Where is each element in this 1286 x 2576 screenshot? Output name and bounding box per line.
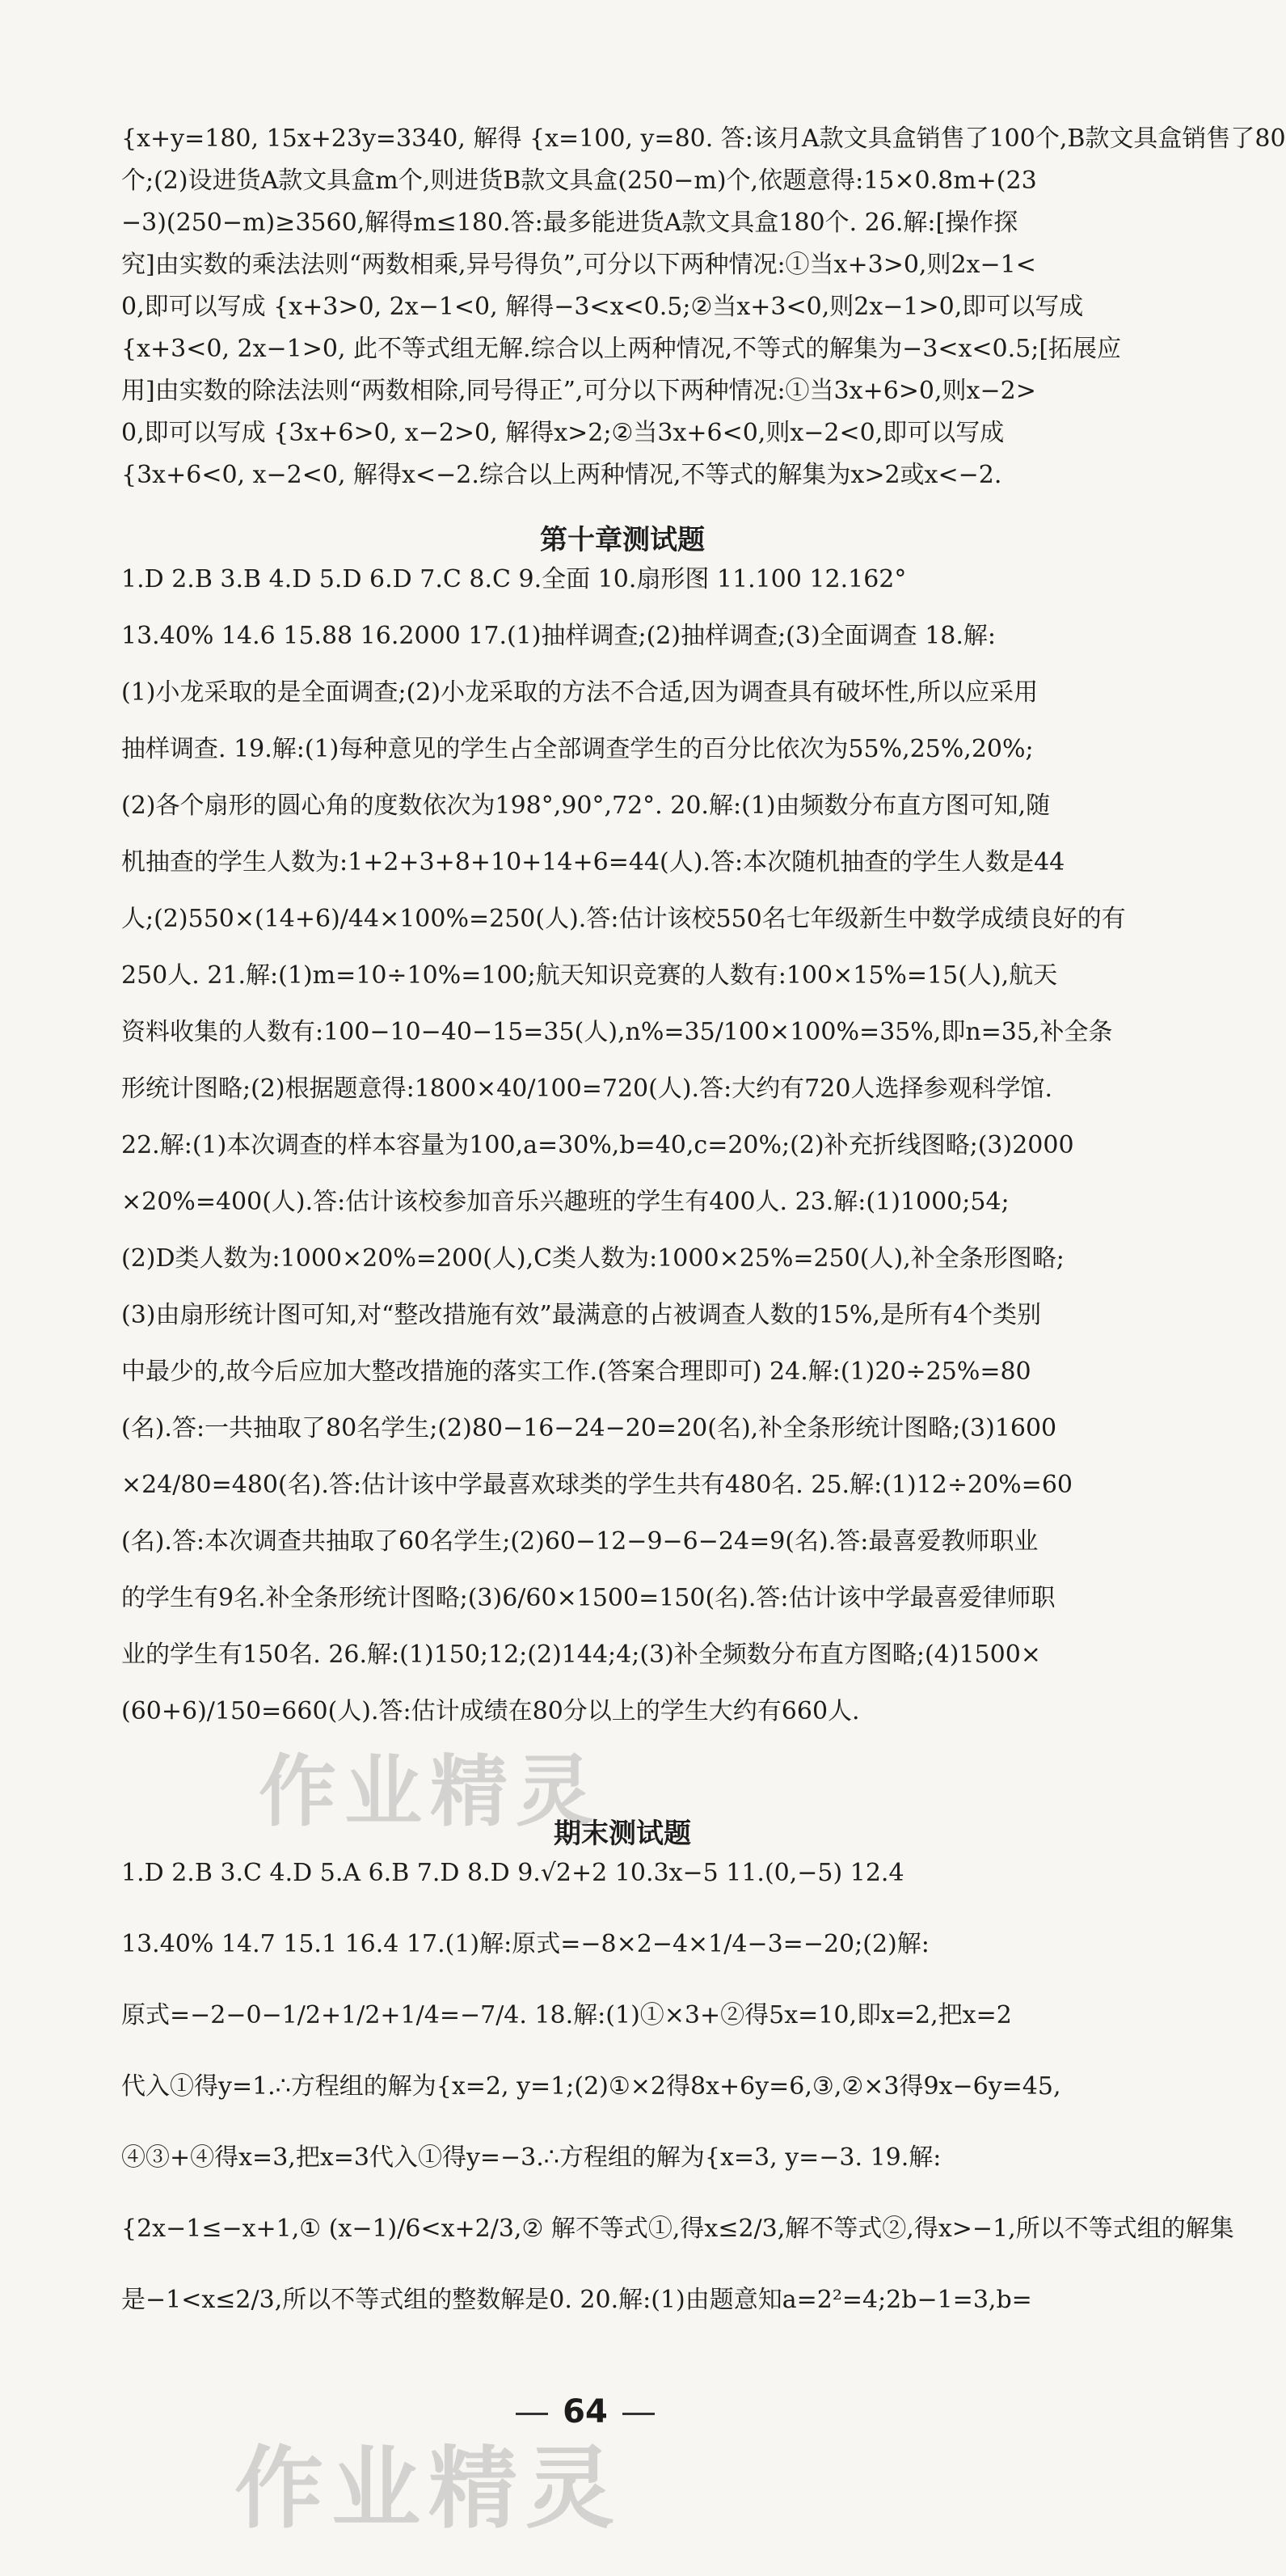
text-line: 中最少的,故今后应加大整改措施的落实工作.(答案合理即可) 24.解:(1)20÷25%=80 (121, 1358, 1031, 1386)
rule-left (516, 2413, 548, 2415)
page-number (0, 2393, 1170, 2430)
text-line: 0,即可以写成 {3x+6>0, x−2>0, 解得x>2;②当3x+6<0,则x−2<0,即可以写成 (121, 419, 1005, 447)
text-line: 13.40% 14.7 15.1 16.4 17.(1)解:原式=−8×2−4×1/4−3=−20;(2)解: (121, 1930, 930, 1958)
watermark-bottom: 作业精灵 (234, 2437, 622, 2540)
text-line: ④③+④得x=3,把x=3代入①得y=−3.∴方程组的解为{x=3, y=−3. 19.解: (121, 2143, 942, 2172)
text-line: ×24/80=480(名).答:估计该中学最喜欢球类的学生共有480名. 25.解:(1)12÷20%=60 (121, 1471, 1073, 1499)
text-line: 原式=−2−0−1/2+1/2+1/4=−7/4. 18.解:(1)①×3+②得5x=10,即x=2,把x=2 (121, 2001, 1012, 2029)
text-line: (1)小龙采取的是全面调查;(2)小龙采取的方法不合适,因为调查具有破坏性,所以应采用 (121, 678, 1039, 707)
text-line: (2)各个扇形的圆心角的度数依次为198°,90°,72°. 20.解:(1)由频数分布直方图可知,随 (121, 792, 1051, 820)
text-line: 形统计图略;(2)根据题意得:1800×40/100=720(人).答:大约有720人选择参观科学馆. (121, 1075, 1052, 1103)
page-number-text: 64 (563, 2393, 608, 2430)
text-line: ×20%=400(人).答:估计该校参加音乐兴趣班的学生有400人. 23.解:(1)1000;54; (121, 1188, 1010, 1216)
text-line: (2)D类人数为:1000×20%=200(人),C类人数为:1000×25%=250(人),补全条形图略; (121, 1244, 1065, 1273)
text-line: {2x−1≤−x+1,① (x−1)/6<x+2/3,② 解不等式①,得x≤2/3,解不等式②,得x>−1,所以不等式组的解集 (121, 2215, 1234, 2243)
text-line: (名).答:一共抽取了80名学生;(2)80−16−24−20=20(名),补全条形统计图略;(3)1600 (121, 1414, 1057, 1442)
text-line: 22.解:(1)本次调查的样本容量为100,a=30%,b=40,c=20%;(2)补充折线图略;(3)2000 (121, 1131, 1074, 1159)
section-heading-final: 期末测试题 (554, 1818, 691, 1850)
text-line: (名).答:本次调查共抽取了60名学生;(2)60−12−9−6−24=9(名).答:最喜爱教师职业 (121, 1527, 1039, 1556)
text-line: 是−1<x≤2/3,所以不等式组的整数解是0. 20.解:(1)由题意知a=2²=4;2b−1=3,b= (121, 2286, 1032, 2314)
text-line: 1.D 2.B 3.C 4.D 5.A 6.B 7.D 8.D 9.√2+2 10.3x−5 11.(0,−5) 12.4 (121, 1859, 904, 1887)
text-line: 业的学生有150名. 26.解:(1)150;12;(2)144;4;(3)补全频数分布直方图略;(4)1500× (121, 1641, 1041, 1669)
text-line: (3)由扇形统计图可知,对“整改措施有效”最满意的占被调查人数的15%,是所有4个类别 (121, 1301, 1042, 1329)
text-line: 究]由实数的乘法法则“两数相乘,异号得负”,可分以下两种情况:①当x+3>0,则2x−1< (121, 251, 1036, 279)
text-line: 1.D 2.B 3.B 4.D 5.D 6.D 7.C 8.C 9.全面 10.扇形图 11.100 12.162° (121, 565, 907, 593)
text-line: −3)(250−m)≥3560,解得m≤180.答:最多能进货A款文具盒180个. 26.解:[操作探 (121, 209, 1018, 237)
text-line: 250人. 21.解:(1)m=10÷10%=100;航天知识竞赛的人数有:100×15%=15(人),航天 (121, 961, 1058, 990)
text-line: {3x+6<0, x−2<0, 解得x<−2.综合以上两种情况,不等式的解集为x>2或x<−2. (121, 461, 1002, 489)
text-line: 资料收集的人数有:100−10−40−15=35(人),n%=35/100×100%=35%,即n=35,补全条 (121, 1018, 1113, 1046)
text-line: 13.40% 14.6 15.88 16.2000 17.(1)抽样调查;(2)抽样调查;(3)全面调查 18.解: (121, 622, 997, 650)
text-line: 人;(2)550×(14+6)/44×100%=250(人).答:估计该校550名七年级新生中数学成绩良好的有 (121, 905, 1126, 933)
text-line: 的学生有9名.补全条形统计图略;(3)6/60×1500=150(名).答:估计该中学最喜爱律师职 (121, 1584, 1056, 1612)
text-line: 代入①得y=1.∴方程组的解为{x=2, y=1;(2)①×2得8x+6y=6,③,②×3得9x−6y=45, (121, 2072, 1061, 2101)
text-line: {x+y=180, 15x+23y=3340, 解得 {x=100, y=80. 答:该月A款文具盒销售了100个,B款文具盒销售了80 (121, 125, 1286, 153)
rule-right (622, 2413, 655, 2415)
text-line: 用]由实数的除法法则“两数相除,同号得正”,可分以下两种情况:①当3x+6>0,则x−2> (121, 377, 1036, 405)
text-line: 机抽查的学生人数为:1+2+3+8+10+14+6=44(人).答:本次随机抽查的学生人数是44 (121, 848, 1065, 876)
text-line: 0,即可以写成 {x+3>0, 2x−1<0, 解得−3<x<0.5;②当x+3<0,则2x−1>0,即可以写成 (121, 293, 1084, 321)
text-line: 抽样调查. 19.解:(1)每种意见的学生占全部调查学生的百分比依次为55%,25%,20%; (121, 735, 1034, 763)
watermark: 作业精灵 (259, 1746, 601, 1837)
text-line: {x+3<0, 2x−1>0, 此不等式组无解.综合以上两种情况,不等式的解集为−3<x<0.5;[拓展应 (121, 335, 1122, 363)
section-heading-chapter10: 第十章测试题 (540, 524, 705, 556)
text-line: (60+6)/150=660(人).答:估计成绩在80分以上的学生大约有660人. (121, 1697, 860, 1725)
text-line: 个;(2)设进货A款文具盒m个,则进货B款文具盒(250−m)个,依题意得:15×0.8m+(23 (121, 167, 1037, 195)
